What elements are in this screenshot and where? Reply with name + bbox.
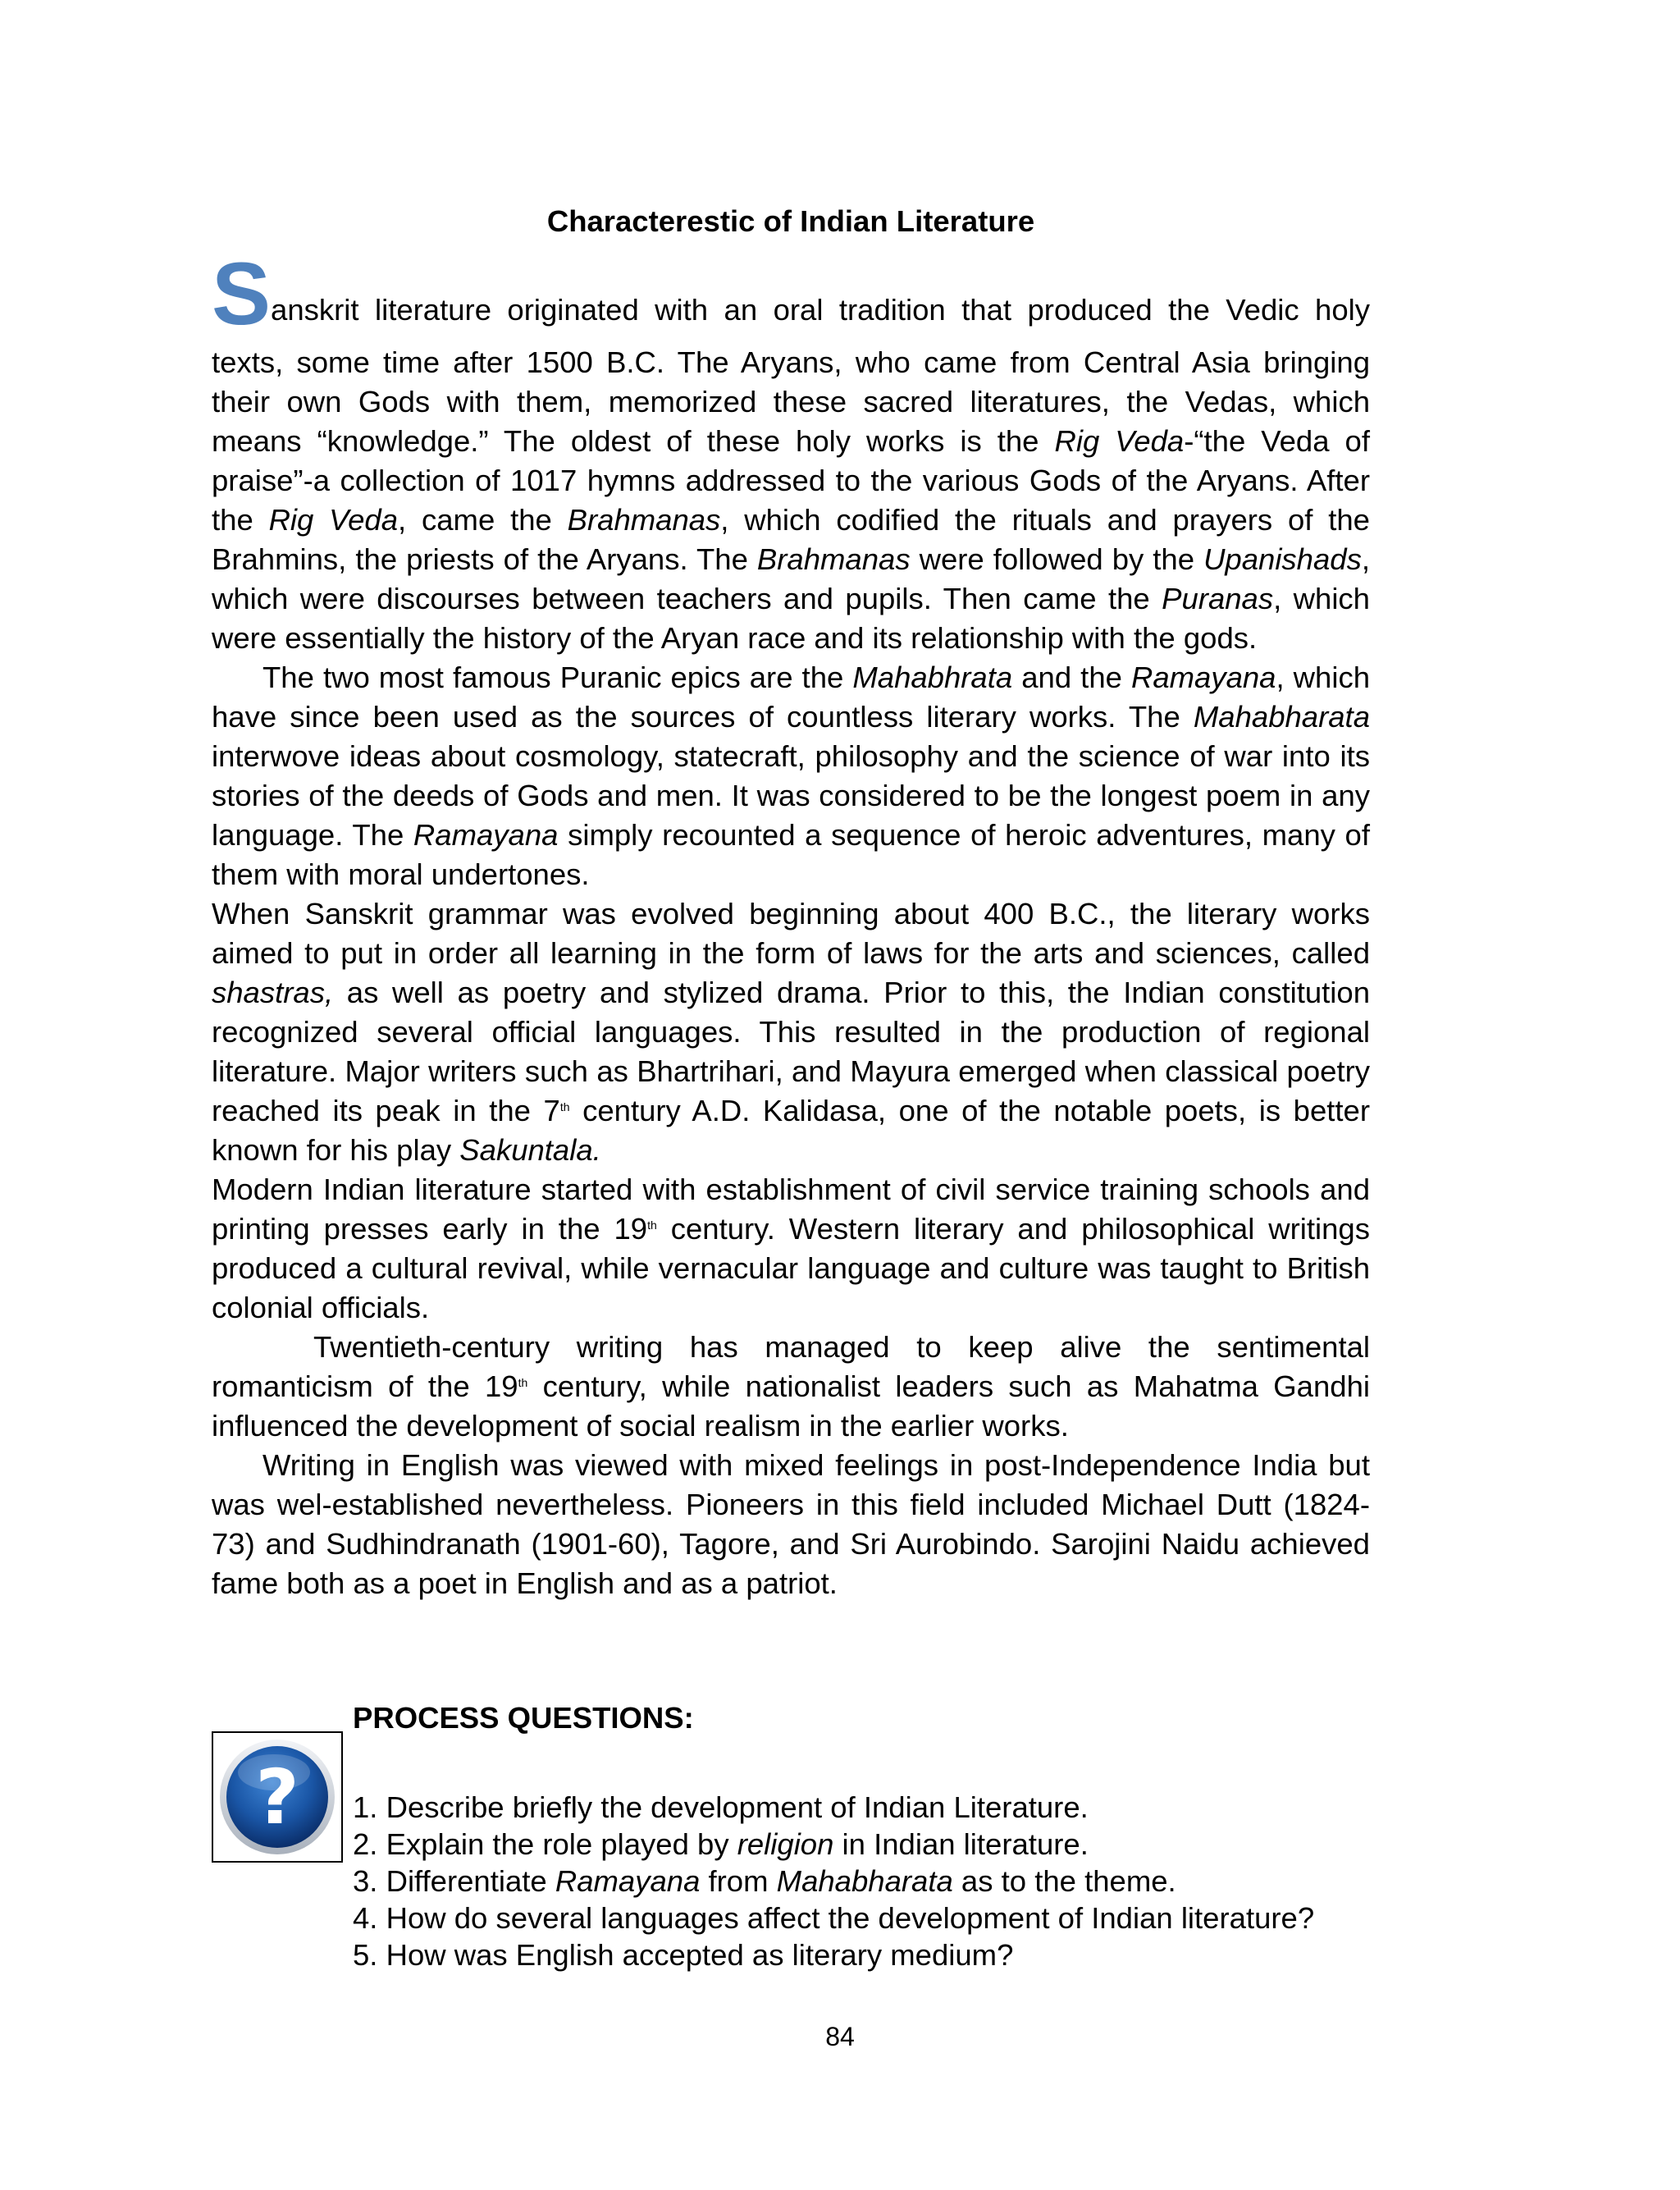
italic-term: religion bbox=[737, 1827, 834, 1861]
italic-term: Rig Veda bbox=[1054, 424, 1185, 458]
italic-term: Ramayana bbox=[555, 1864, 701, 1898]
paragraph-3: When Sanskrit grammar was evolved beginning about 400 B.C., the literary works aimed to put in order all learning in the form of laws for the arts and sciences, called shastras, as well as poetry and stylized drama. Prior to this, the Indian constitution recognized several official languages. This resulted in the production of regional literature. Major writers such as Bhartrihari, and Mayura emerged when classical poetry reached its peak in the 7th century A.D. Kalidasa, one of the notable poets, is better known for his play Sakuntala. bbox=[212, 897, 1370, 1167]
process-questions-list bbox=[353, 1789, 1314, 1973]
ordinal-suffix: th bbox=[559, 1100, 570, 1113]
process-questions-section bbox=[212, 1699, 1376, 1994]
ordinal-suffix: th bbox=[518, 1376, 528, 1389]
drop-cap-letter: S bbox=[212, 244, 272, 343]
question-item: 1. Describe briefly the development of Indian Literature. bbox=[353, 1790, 1089, 1824]
paragraph-6: Writing in English was viewed with mixed feelings in post-Independence India but was wel-established nevertheless. Pioneers in this field included Michael Dutt (1824-73) and Sudhindranath (1901-60), Tagore, and Sri Aurobindo. Sarojini Naidu achieved fame both as a poet in English and as a patriot. bbox=[212, 1448, 1370, 1600]
page-number: 84 bbox=[825, 2022, 855, 2051]
question-item: 5. How was English accepted as literary medium? bbox=[353, 1938, 1014, 1972]
question-mark-icon bbox=[217, 1736, 338, 1858]
first-line-text: anskrit literature originated with an oral tradition that produced the Vedic holy bbox=[271, 293, 1370, 327]
main-content bbox=[212, 202, 1370, 1603]
italic-term: shastras, bbox=[212, 976, 334, 1009]
italic-term: Mahabharata bbox=[1193, 700, 1370, 734]
paragraph-4: Modern Indian literature started with establishment of civil service training schools and printing presses early in the 19th century. Western literary and philosophical writings produced a cultural revival, while vernacular language and culture was taught to British colonial officials. bbox=[212, 1173, 1370, 1324]
svg-text:?: ? bbox=[255, 1753, 299, 1841]
italic-term: Upanishads bbox=[1203, 542, 1362, 576]
ordinal-suffix: th bbox=[647, 1218, 657, 1232]
italic-term: Brahmanas bbox=[756, 542, 911, 576]
paragraph-2: The two most famous Puranic epics are the Mahabhrata and the Ramayana, which have since been used as the sources of countless literary works. The Mahabharata interwove ideas about cosmology, statecraft, philosophy and the science of war into its stories of the deeds of Gods and men. It was considered to be the longest poem in any language. The Ramayana simply recounted a sequence of heroic adventures, many of them with moral undertones. bbox=[212, 661, 1370, 891]
paragraph-5: Twentieth-century writing has managed to keep alive the sentimental romanticism of the 19th century, while nationalist leaders such as Mahatma Gandhi influenced the development of social realism in the earlier works. bbox=[212, 1330, 1370, 1442]
question-icon-frame bbox=[212, 1731, 343, 1863]
paragraph-1: texts, some time after 1500 B.C. The Aryans, who came from Central Asia bringing their own Gods with them, memorized these sacred literatures, the Vedas, which means “knowledge.” The oldest of these holy works is the Rig Veda-“the Veda of praise”-a collection of 1017 hymns addressed to the various Gods of the Aryans. After the Rig Veda, came the Brahmanas, which codified the rituals and prayers of the Brahmins, the priests of the Aryans. The Brahmanas were followed by the Upanishads, which were discourses between teachers and pupils. Then came the Puranas, which were essentially the history of the Aryan race and its relationship with the gods. bbox=[212, 345, 1370, 655]
question-item: 4. How do several languages affect the development of Indian literature? bbox=[353, 1901, 1315, 1935]
italic-term: Ramayana bbox=[413, 818, 559, 852]
italic-term: Sakuntala. bbox=[459, 1133, 601, 1167]
process-questions-heading: PROCESS QUESTIONS: bbox=[353, 1701, 694, 1735]
question-item: 3. Differentiate Ramayana from Mahabharata as to the theme. bbox=[353, 1864, 1176, 1898]
italic-term: Brahmanas bbox=[567, 503, 721, 537]
italic-term: Rig Veda bbox=[268, 503, 399, 537]
italic-term: Puranas bbox=[1162, 582, 1274, 615]
italic-term: Mahabhrata bbox=[852, 661, 1013, 694]
question-item: 2. Explain the role played by religion in Indian literature. bbox=[353, 1827, 1089, 1861]
page-title: Characterestic of Indian Literature bbox=[546, 204, 1035, 238]
italic-term: Ramayana bbox=[1130, 661, 1276, 694]
italic-term: Mahabharata bbox=[776, 1864, 953, 1898]
first-line bbox=[212, 244, 1370, 343]
